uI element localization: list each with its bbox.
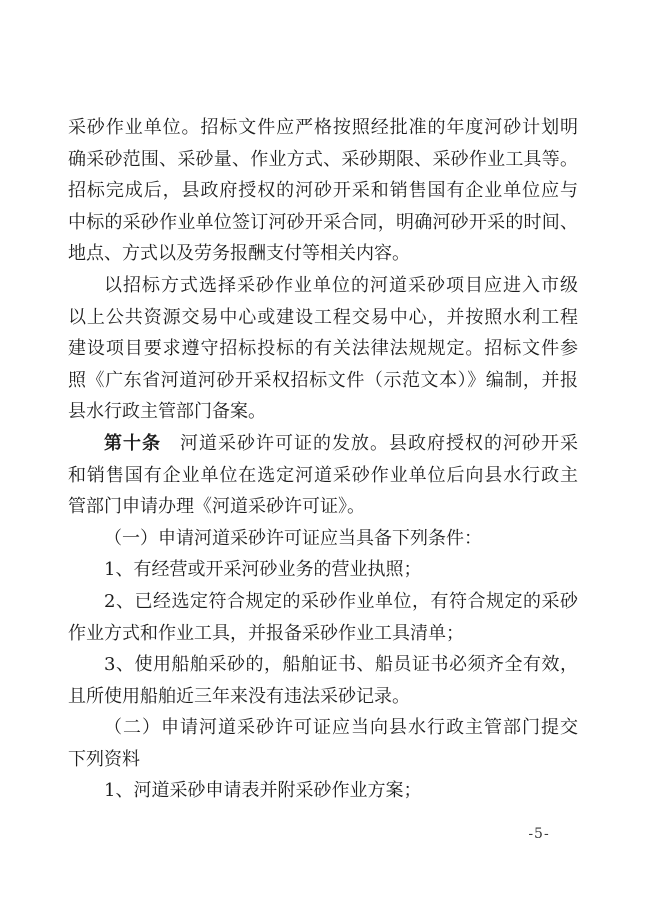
text-line: 地点、方式以及劳务报酬支付等相关内容。 <box>68 243 410 265</box>
text-line: 照《广东省河道河砂开采权招标文件（示范文本）》编制，并报 <box>68 369 578 391</box>
article-number: 第十条 <box>104 432 161 454</box>
text-line: 确采砂范围、采砂量、作业方式、采砂期限、采砂作业工具等。 <box>68 148 578 170</box>
text-line: 以上公共资源交易中心或建设工程交易中心，并按照水利工程 <box>68 306 578 328</box>
text-line: 和销售国有企业单位在选定河道采砂作业单位后向县水行政主 <box>68 464 578 486</box>
text-line: 第十条 河道采砂许可证的发放。县政府授权的河砂开采 <box>104 432 578 454</box>
text-line: 下列资料 <box>68 748 140 770</box>
document-text <box>68 112 578 807</box>
text-line: 中标的采砂作业单位签订河砂开采合同，明确河砂开采的时间、 <box>68 211 578 233</box>
text-line: 3、使用船舶采砂的，船舶证书、船员证书必须齐全有效， <box>104 654 578 676</box>
text-line: （二）申请河道采砂许可证应当向县水行政主管部门提交 <box>104 717 578 739</box>
text-line: 2、已经选定符合规定的采砂作业单位，有符合规定的采砂 <box>104 590 578 612</box>
text-line: 县水行政主管部门备案。 <box>68 401 266 423</box>
text-line: 1、河道采砂申请表并附采砂作业方案； <box>104 780 422 802</box>
text-line: 建设项目要求遵守招标投标的有关法律法规规定。招标文件参 <box>68 338 578 360</box>
text-line: 管部门申请办理《河道采砂许可证》。 <box>68 496 365 518</box>
text-line: 采砂作业单位。招标文件应严格按照经批准的年度河砂计划明 <box>68 117 578 138</box>
page-number: -5- <box>528 826 550 842</box>
text-line: 以招标方式选择采砂作业单位的河道采砂项目应进入市级 <box>104 274 578 296</box>
text-line: （一）申请河道采砂许可证应当具备下列条件： <box>104 527 482 549</box>
text-line: 作业方式和作业工具，并报备采砂作业工具清单； <box>68 622 464 644</box>
text-line: 1、有经营或开采河砂业务的营业执照； <box>104 559 422 581</box>
text-line: 且所使用船舶近三年来没有违法采砂记录。 <box>68 685 410 707</box>
text-line: 招标完成后，县政府授权的河砂开采和销售国有企业单位应与 <box>68 180 578 202</box>
